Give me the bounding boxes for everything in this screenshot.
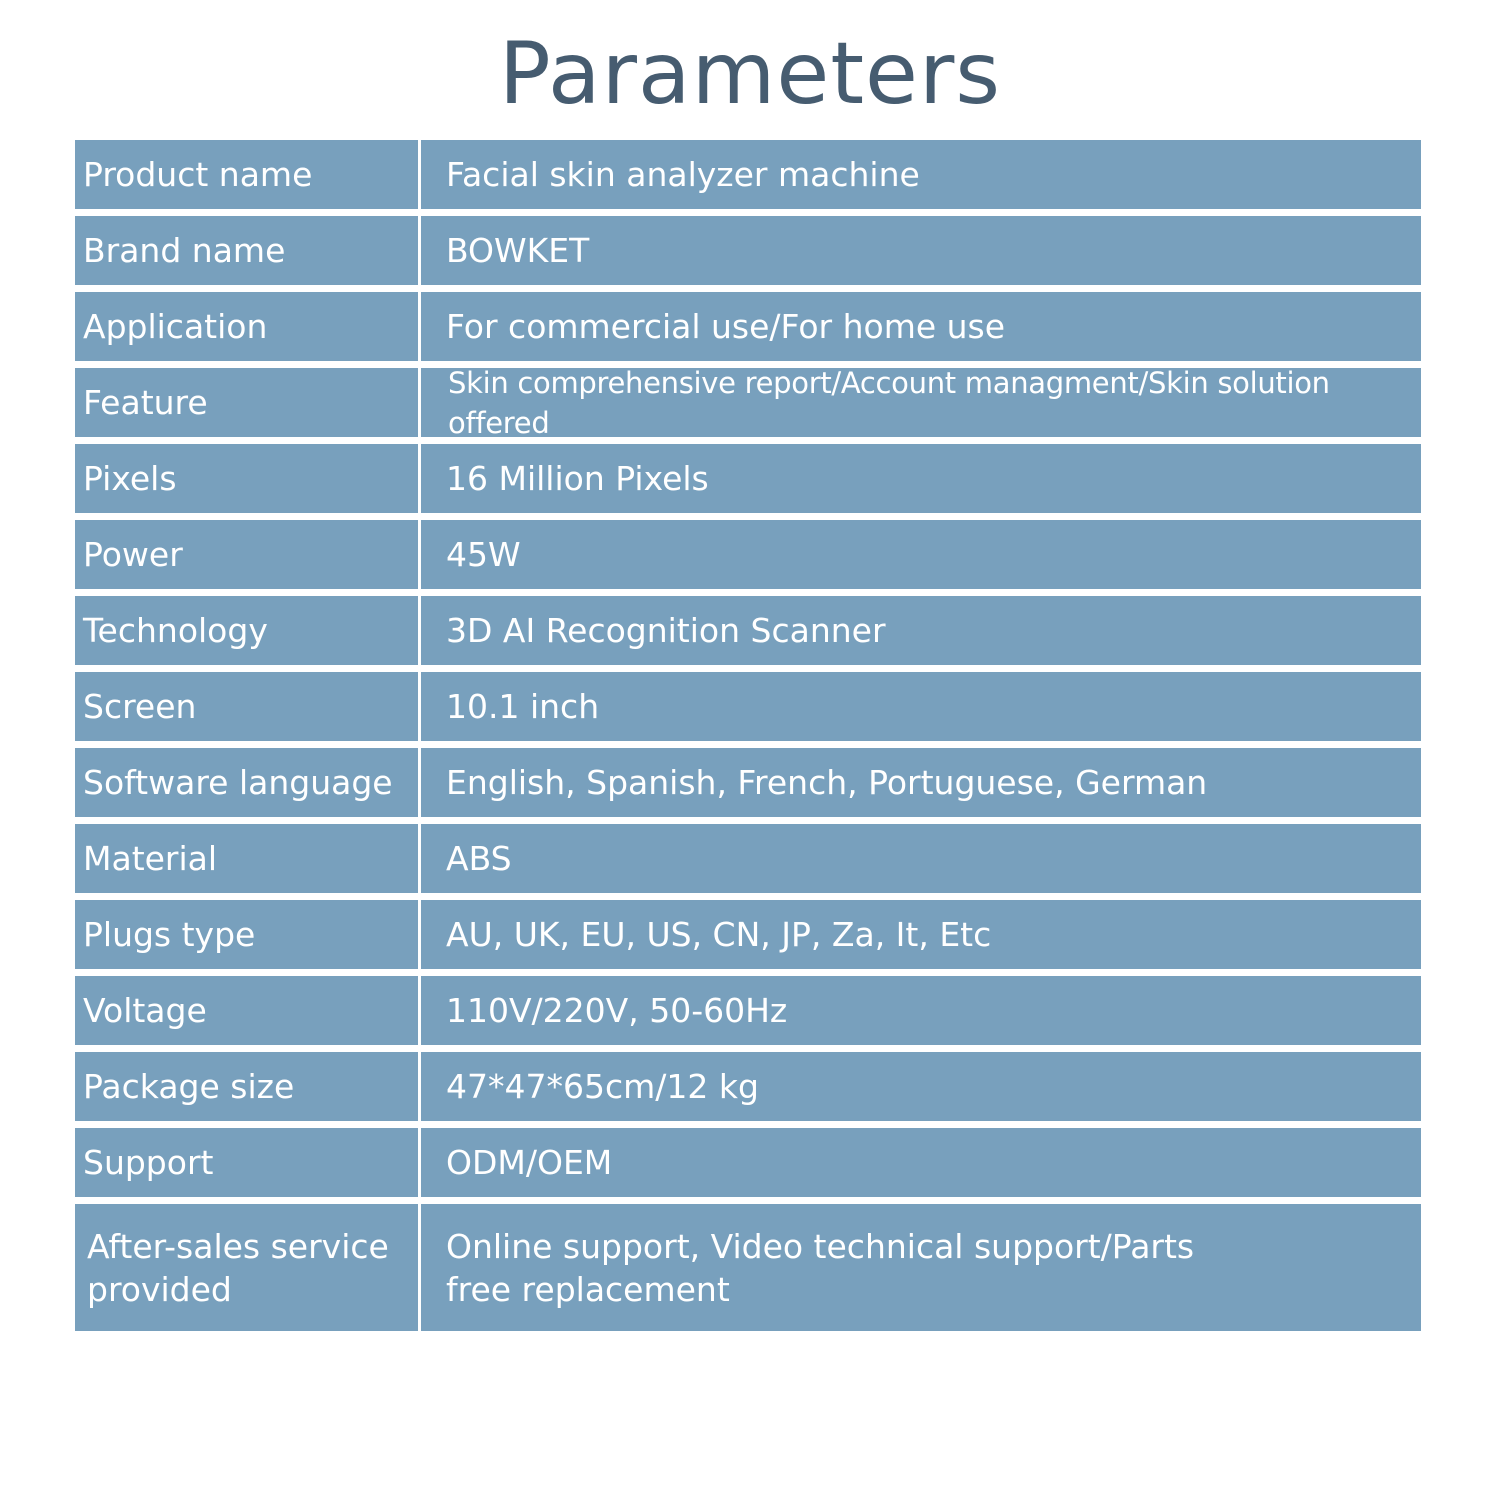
row-label: Pixels — [75, 444, 418, 513]
table-row-pixels — [75, 444, 1421, 513]
row-label: Plugs type — [75, 900, 418, 969]
row-value: 10.1 inch — [421, 672, 1421, 741]
parameters-table — [75, 140, 1421, 1331]
row-value: BOWKET — [421, 216, 1421, 285]
row-label: Technology — [75, 596, 418, 665]
row-label: Product name — [75, 140, 418, 209]
row-value: 47*47*65cm/12 kg — [421, 1052, 1421, 1121]
row-label: Voltage — [75, 976, 418, 1045]
table-row-plugs-type — [75, 900, 1421, 969]
row-value: ODM/OEM — [421, 1128, 1421, 1197]
row-value: 16 Million Pixels — [421, 444, 1421, 513]
row-value: 3D AI Recognition Scanner — [421, 596, 1421, 665]
row-value: Skin comprehensive report/Account managment/Skin solution offered — [421, 368, 1421, 437]
table-row-feature — [75, 365, 1421, 440]
table-row-support — [75, 1128, 1421, 1197]
table-row-voltage — [75, 976, 1421, 1045]
row-label: Brand name — [75, 216, 418, 285]
table-row-application — [75, 292, 1421, 361]
row-label: Material — [75, 824, 418, 893]
table-row-software-language — [75, 748, 1421, 817]
table-row-after-sales-service — [75, 1204, 1421, 1331]
table-row-product-name — [75, 140, 1421, 209]
row-value: Online support, Video technical support/Parts free replacement — [421, 1204, 1421, 1331]
row-value: ABS — [421, 824, 1421, 893]
row-value: Facial skin analyzer machine — [421, 140, 1421, 209]
row-value: English, Spanish, French, Portuguese, German — [421, 748, 1421, 817]
table-row-screen — [75, 672, 1421, 741]
row-label: Power — [75, 520, 418, 589]
table-row-technology — [75, 596, 1421, 665]
page-title: Parameters — [498, 24, 1002, 124]
row-label: Package size — [75, 1052, 418, 1121]
table-row-brand-name — [75, 216, 1421, 285]
row-label: Support — [75, 1128, 418, 1197]
row-label: After-sales service provided — [75, 1204, 418, 1331]
row-label: Screen — [75, 672, 418, 741]
row-label: Application — [75, 292, 418, 361]
row-label: Software language — [75, 748, 418, 817]
row-label: Feature — [75, 368, 418, 437]
row-value: AU, UK, EU, US, CN, JP, Za, It, Etc — [421, 900, 1421, 969]
row-value: 45W — [421, 520, 1421, 589]
table-row-package-size — [75, 1052, 1421, 1121]
table-row-power — [75, 520, 1421, 589]
row-value: For commercial use/For home use — [421, 292, 1421, 361]
table-row-material — [75, 824, 1421, 893]
row-value: 110V/220V, 50-60Hz — [421, 976, 1421, 1045]
